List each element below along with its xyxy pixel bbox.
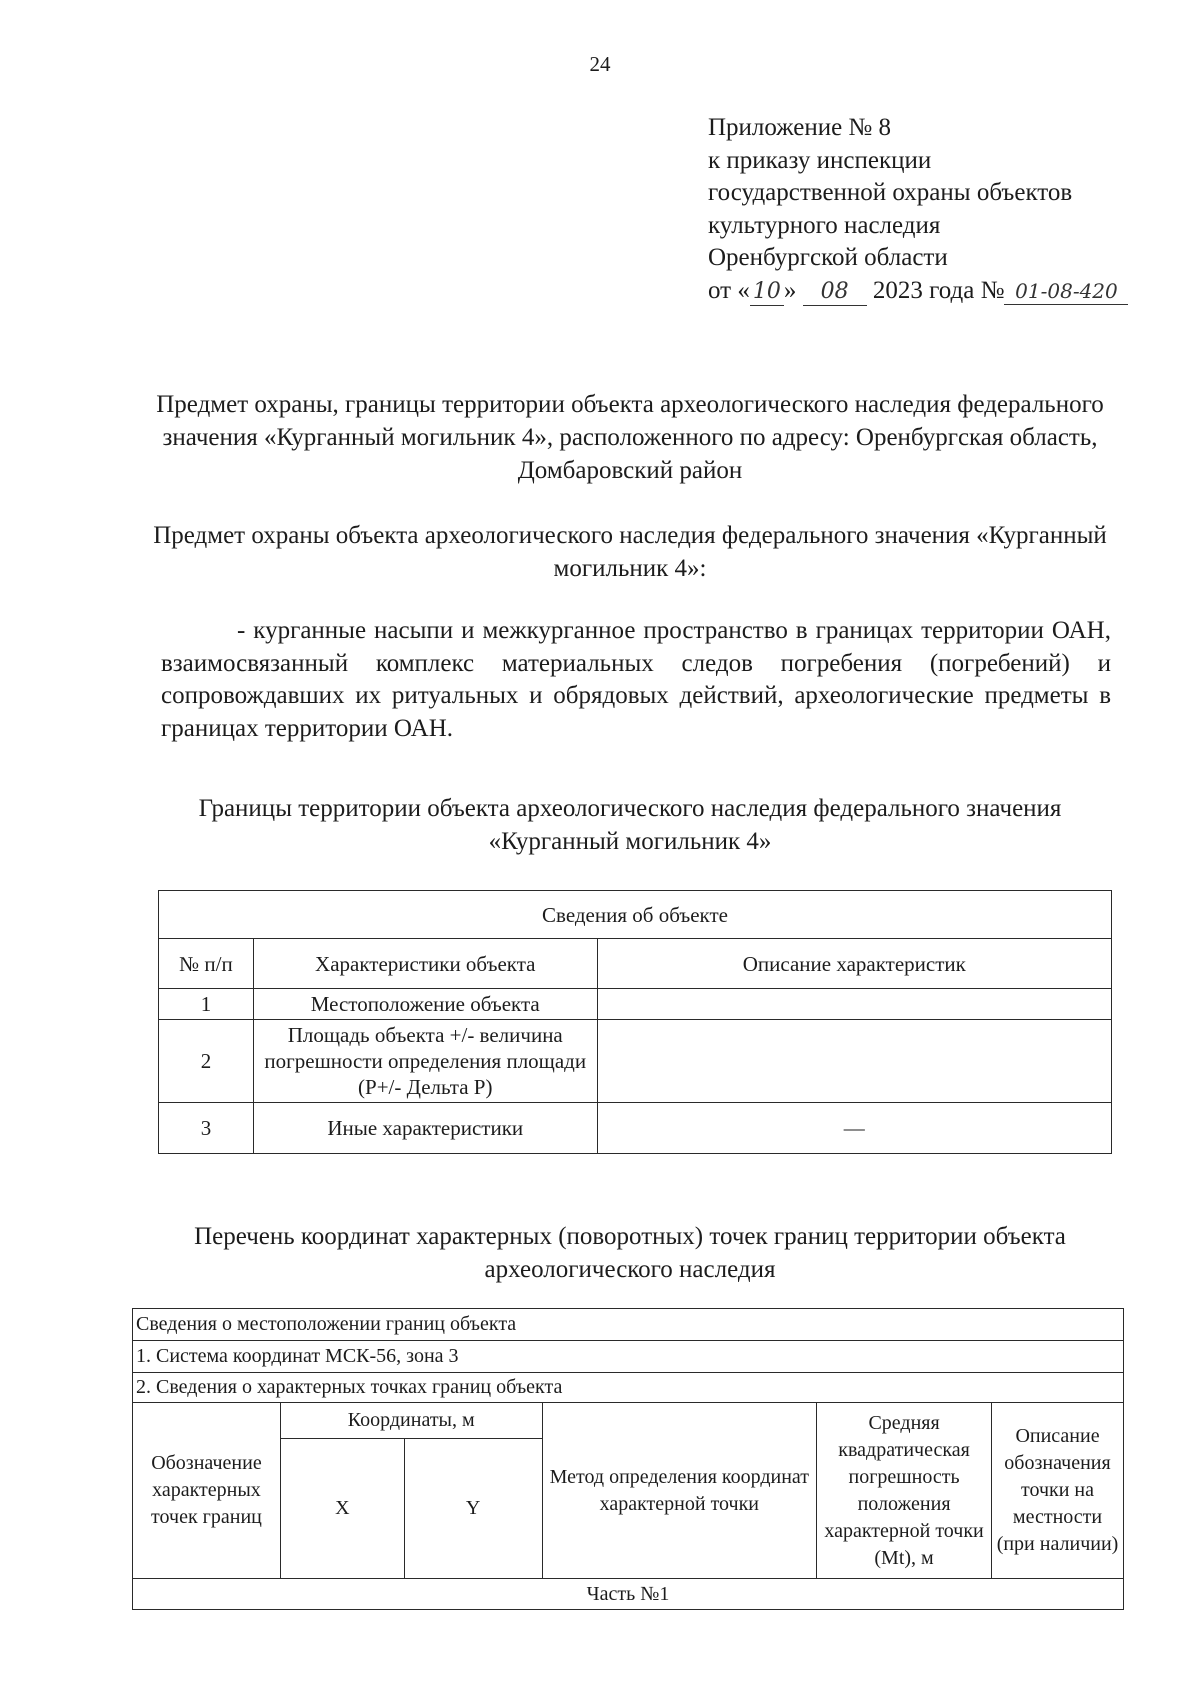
header-point-description: Описание обозначения точки на местности (при наличии) bbox=[992, 1403, 1124, 1579]
header-num: № п/п bbox=[159, 939, 254, 989]
date-mid: » bbox=[783, 276, 797, 304]
row-name: Иные характеристики bbox=[253, 1103, 597, 1154]
row-num: 1 bbox=[159, 989, 254, 1020]
table-row bbox=[159, 1020, 1112, 1103]
coords-title: Перечень координат характерных (поворотных) точек границ территории объекта археологического наследия bbox=[194, 1223, 1066, 1283]
page-number: 24 bbox=[589, 52, 611, 76]
subject-title: Предмет охраны объекта археологического наследия федерального значения «Курганный могильник 4»: bbox=[153, 522, 1107, 582]
row-num: 3 bbox=[159, 1103, 254, 1154]
appendix-line: Приложение № 8 bbox=[708, 114, 892, 141]
order-date-line bbox=[708, 275, 1128, 308]
table-row bbox=[159, 1103, 1112, 1154]
part-row: Часть №1 bbox=[133, 1579, 1124, 1610]
row-name: Местоположение объекта bbox=[253, 989, 597, 1020]
header-error: Средняя квадратическая погрешность положения характерной точки (Mt), м bbox=[817, 1403, 992, 1579]
location-info-row: Сведения о местоположении границ объекта bbox=[133, 1309, 1124, 1341]
appendix-block bbox=[708, 112, 1128, 307]
appendix-line: государственной охраны объектов bbox=[708, 179, 1073, 206]
header-characteristics: Характеристики объекта bbox=[253, 939, 597, 989]
row-name: Площадь объекта +/- величина погрешности определения площади (Р+/- Дельта Р) bbox=[253, 1020, 597, 1103]
order-number: 01-08-420 bbox=[1004, 278, 1128, 305]
object-table-caption: Сведения об объекте bbox=[159, 891, 1112, 939]
points-info-row: 2. Сведения о характерных точках границ объекта bbox=[133, 1373, 1124, 1403]
date-prefix: от « bbox=[708, 276, 750, 304]
object-info-table bbox=[158, 890, 1112, 1154]
date-month: 08 bbox=[803, 279, 867, 306]
main-title: Предмет охраны, границы территории объекта археологического наследия федерального значения «Курганный могильник 4», расположенного по адресу: Оренбургская область, Домбаровский район bbox=[156, 391, 1104, 484]
row-desc bbox=[597, 1020, 1111, 1103]
header-x: X bbox=[280, 1439, 404, 1579]
header-method: Метод определения координат характерной точки bbox=[542, 1403, 817, 1579]
row-num: 2 bbox=[159, 1020, 254, 1103]
header-designation: Обозначение характерных точек границ bbox=[133, 1403, 281, 1579]
header-description: Описание характеристик bbox=[597, 939, 1111, 989]
coordinate-system-row: 1. Система координат МСК-56, зона 3 bbox=[133, 1341, 1124, 1373]
bounds-title: Границы территории объекта археологического наследия федерального значения «Курганный могильник 4» bbox=[198, 795, 1062, 855]
date-year: 2023 года № bbox=[872, 276, 1005, 304]
date-day: 10 bbox=[750, 279, 784, 306]
row-desc: — bbox=[597, 1103, 1111, 1154]
header-coordinates: Координаты, м bbox=[280, 1403, 542, 1439]
appendix-line: культурного наследия bbox=[708, 211, 941, 239]
row-desc bbox=[597, 989, 1111, 1020]
header-y: Y bbox=[404, 1439, 542, 1579]
appendix-line: Оренбургской области bbox=[708, 244, 948, 271]
subject-body: - курганные насыпи и межкурганное пространство в границах территории ОАН, взаимосвязанный комплекс материальных следов погребения (погребений) и сопровождавших их ритуальных и обрядовых действий, археологические предметы в границах территории ОАН. bbox=[161, 617, 1111, 742]
coords-table bbox=[132, 1308, 1124, 1610]
appendix-line: к приказу инспекции bbox=[708, 146, 932, 174]
table-row bbox=[159, 989, 1112, 1020]
